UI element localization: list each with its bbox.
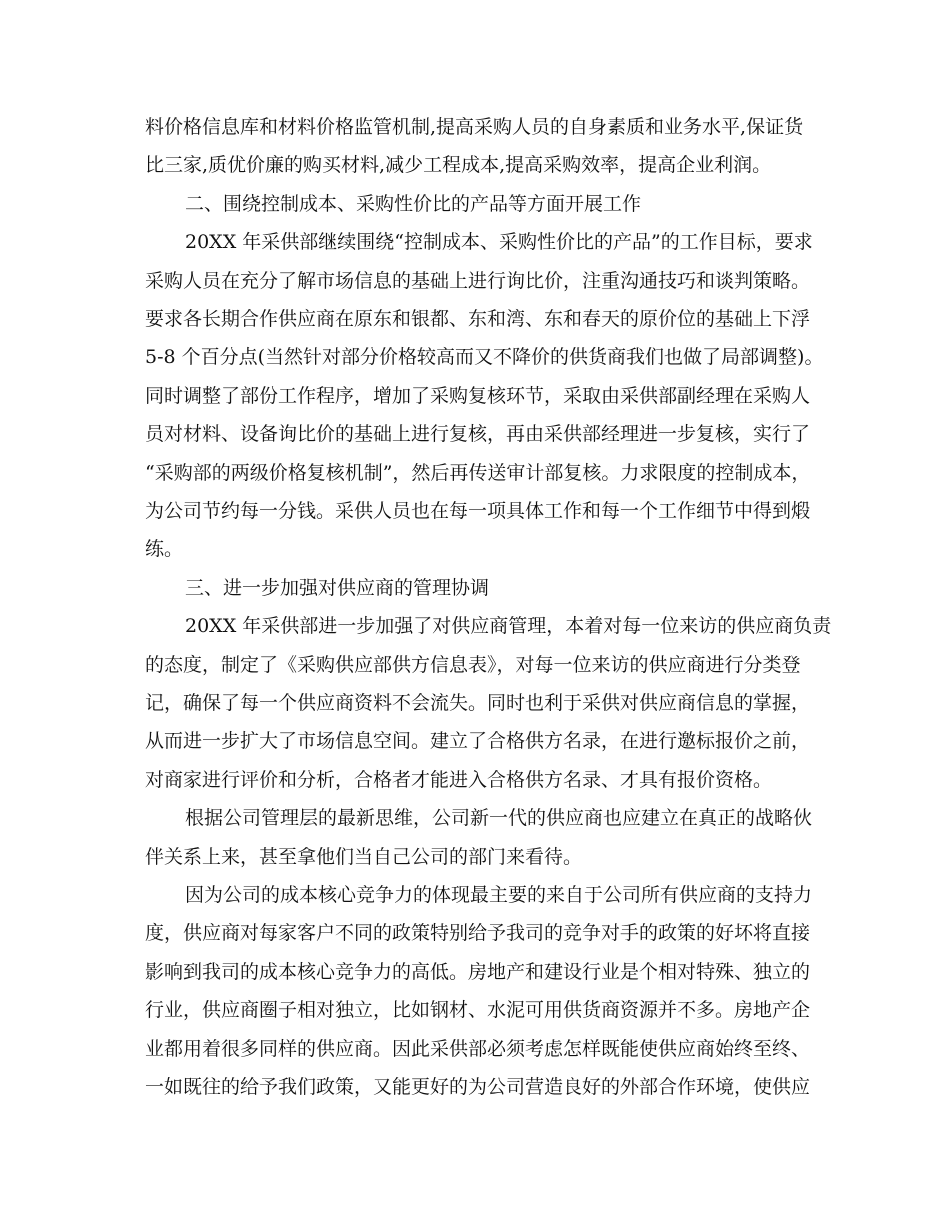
section-heading: 二、围绕控制成本、采购性价比的产品等方面开展工作 (185, 193, 642, 215)
body-text-line: 20XX 年采供部继续围绕“控制成本、采购性价比的产品”的工作目标，要求 (185, 231, 813, 253)
body-text-line: 采购人员在充分了解市场信息的基础上进行询比价，注重沟通技巧和谈判策略。 (145, 270, 811, 292)
body-text-line: 比三家,质优价廉的购买材料,减少工程成本,提高采购效率，提高企业利润。 (145, 154, 772, 176)
body-text-line: 员对材料、设备询比价的基础上进行复核，再由采供部经理进一步复核，实行了 (145, 423, 811, 445)
section-heading: 三、进一步加强对供应商的管理协调 (185, 577, 490, 599)
body-text-line: 同时调整了部份工作程序，增加了采购复核环节，采取由采供部副经理在采购人 (145, 385, 811, 407)
body-text-line: 一如既往的给予我们政策，又能更好的为公司营造良好的外部合作环境，使供应 (145, 1076, 811, 1098)
body-text-line: 业都用着很多同样的供应商。因此采供部必须考虑怎样既能使供应商始终至终、 (145, 1038, 811, 1060)
body-text-line: 料价格信息库和材料价格监管机制,提高采购人员的自身素质和业务水平,保证货 (145, 116, 804, 138)
body-text-line: 的态度，制定了《采购供应部供方信息表》，对每一位来访的供应商进行分类登 (145, 654, 801, 676)
body-text-line: 度，供应商对每家客户不同的政策特别给予我司的竞争对手的政策的好坏将直接 (145, 922, 811, 944)
body-text-line: 20XX 年采供部进一步加强了对供应商管理，本着对每一位来访的供应商负责 (185, 615, 832, 637)
body-text-line: 练。 (145, 538, 184, 560)
body-text-line: 对商家进行评价和分析，合格者才能进入合格供方名录、才具有报价资格。 (145, 769, 773, 791)
body-text-line: 行业，供应商圈子相对独立，比如钢材、水泥可用供货商资源并不多。房地产企 (145, 999, 811, 1021)
body-text-line: 从而进一步扩大了市场信息空间。建立了合格供方名录，在进行邀标报价之前， (145, 730, 811, 752)
body-text-line: 要求各长期合作供应商在原东和银都、东和湾、东和春天的原价位的基础上下浮 (145, 308, 811, 330)
body-text-line: 影响到我司的成本核心竞争力的高低。房地产和建设行业是个相对特殊、独立的 (145, 961, 811, 983)
body-text-line: 因为公司的成本核心竞争力的体现最主要的来自于公司所有供应商的支持力 (185, 884, 813, 906)
body-text-line: 5-8 个百分点(当然针对部分价格较高而又不降价的供货商我们也做了局部调整)。 (145, 346, 824, 368)
body-text-line: 伴关系上来，甚至拿他们当自己公司的部门来看待。 (145, 846, 583, 868)
body-text-line: “采购部的两级价格复核机制”，然后再传送审计部复核。力求限度的控制成本， (145, 462, 811, 484)
body-text-line: 为公司节约每一分钱。采供人员也在每一项具体工作和每一个工作细节中得到煅 (145, 500, 811, 522)
body-text-line: 记，确保了每一个供应商资料不会流失。同时也利于采供对供应商信息的掌握， (145, 692, 811, 714)
body-text-line: 根据公司管理层的最新思维，公司新一代的供应商也应建立在真正的战略伙 (185, 807, 813, 829)
